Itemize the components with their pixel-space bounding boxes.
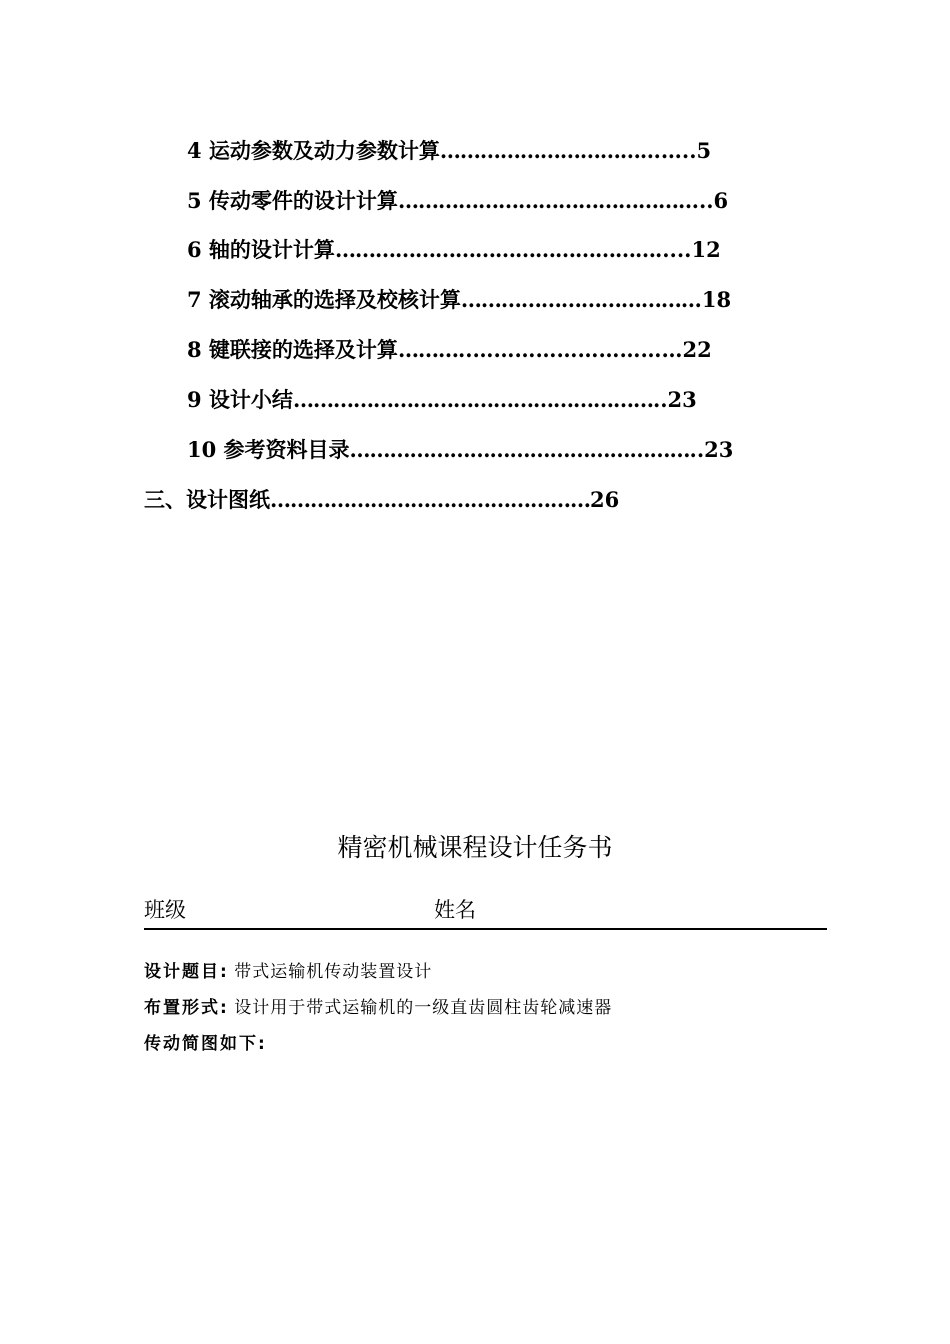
toc-leader-dots: …………………………………… <box>397 188 678 213</box>
toc-item-text: 10 参考资料目录 <box>187 437 350 462</box>
toc-item-text: 5 传动零件的设计计算 <box>187 188 398 213</box>
toc-item-5 <box>187 187 728 215</box>
design-topic-value: 带式运输机传动装置设计 <box>234 962 433 982</box>
toc-leader-dots: ……………………………………………… <box>292 387 653 412</box>
toc-section-3 <box>144 486 619 514</box>
toc-page-number: 26 <box>590 487 620 512</box>
task-book-title: 精密机械课程设计任务书 <box>337 833 613 862</box>
toc-item-text: 7 滚动轴承的选择及校核计算 <box>187 287 461 312</box>
toc-item-text: 9 设计小结 <box>187 387 293 412</box>
toc-page-number: .....12 <box>654 237 721 262</box>
toc-item-text: 6 轴的设计计算 <box>187 237 335 262</box>
toc-item-10 <box>187 436 733 464</box>
header-divider <box>144 928 827 930</box>
toc-leader-dots: …………………………… <box>460 287 681 312</box>
toc-leader-dots: ………………………………………… <box>270 487 590 512</box>
toc-leader-dots: ……… <box>397 337 458 362</box>
toc-page-number: ..…………………………22 <box>457 337 712 362</box>
toc-page-number: …..6 <box>677 188 729 213</box>
class-label: 班级 <box>144 898 186 922</box>
toc-item-8 <box>187 336 712 364</box>
toc-item-7 <box>187 286 731 314</box>
name-label: 姓名 <box>434 898 476 922</box>
toc-page-number: ..23 <box>652 387 697 412</box>
toc-page-number: …18 <box>680 287 732 312</box>
toc-page-number: ..23 <box>689 437 734 462</box>
toc-item-text: 4 运动参数及动力参数计算 <box>187 138 440 163</box>
toc-item-text: 8 键联接的选择及计算 <box>187 337 398 362</box>
toc-section-text: 三、设计图纸 <box>144 487 270 512</box>
toc-leader-dots: ………………………………………… <box>334 237 655 262</box>
design-topic-label: 设计题目: <box>144 962 229 982</box>
toc-leader-dots: ………………………… <box>439 138 640 163</box>
toc-item-6 <box>187 236 721 264</box>
design-topic-line <box>144 959 432 985</box>
toc-page-number: ……..5 <box>639 138 712 163</box>
diagram-label: 传动简图如下: <box>144 1034 267 1054</box>
toc-leader-dots: …………………………………………… <box>349 437 690 462</box>
layout-form-line <box>144 995 612 1021</box>
toc-item-4 <box>187 137 711 165</box>
layout-form-label: 布置形式: <box>144 998 229 1018</box>
diagram-line <box>144 1031 267 1057</box>
layout-form-value: 设计用于带式运输机的一级直齿圆柱齿轮减速器 <box>234 998 613 1018</box>
toc-item-9 <box>187 386 697 414</box>
